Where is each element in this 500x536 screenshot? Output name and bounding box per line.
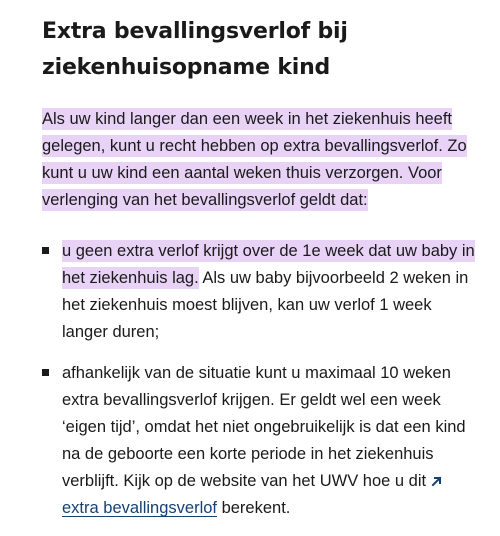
highlighted-intro-text: Als uw kind langer dan een week in het ziekenhuis heeft gelegen, kunt u recht hebben op extra bevallingsverlof. Zo kunt u uw kind een aantal weken thuis verzorgen. Voor verlenging van het bevallingsverlof geldt dat:	[42, 110, 467, 209]
external-arrow-icon	[431, 475, 443, 487]
bullet-text: afhankelijk van de situatie kunt u maximaal 10 weken extra bevallingsverlof krijgen. Er geldt wel een week ‘eigen tijd’, omdat het niet ongebruikelijk is dat een kind na de geboorte een korte periode in het ziekenhuis verblijft. Kijk op de website van het UWV hoe u dit	[62, 364, 466, 490]
bullet-text: Als uw baby bijvoorbeeld 2 weken in het ziekenhuis moest blijven, kan uw verlof 1 week langer duren;	[62, 269, 469, 341]
intro-paragraph	[42, 106, 482, 214]
square-bullet-icon	[42, 247, 49, 254]
highlighted-bullet-text: u geen extra verlof krijgt over de 1e week dat uw baby in het ziekenhuis lag.	[62, 242, 475, 287]
bullet-text-end: berekent.	[217, 499, 291, 517]
list-item	[42, 238, 482, 346]
square-bullet-icon	[42, 369, 49, 376]
link-label: extra bevallingsverlof	[62, 499, 217, 517]
conditions-list	[42, 238, 482, 522]
list-item	[42, 360, 482, 522]
content-section	[42, 14, 482, 536]
page-title: Extra bevallingsverlof bij ziekenhuisopname kind	[42, 19, 348, 80]
